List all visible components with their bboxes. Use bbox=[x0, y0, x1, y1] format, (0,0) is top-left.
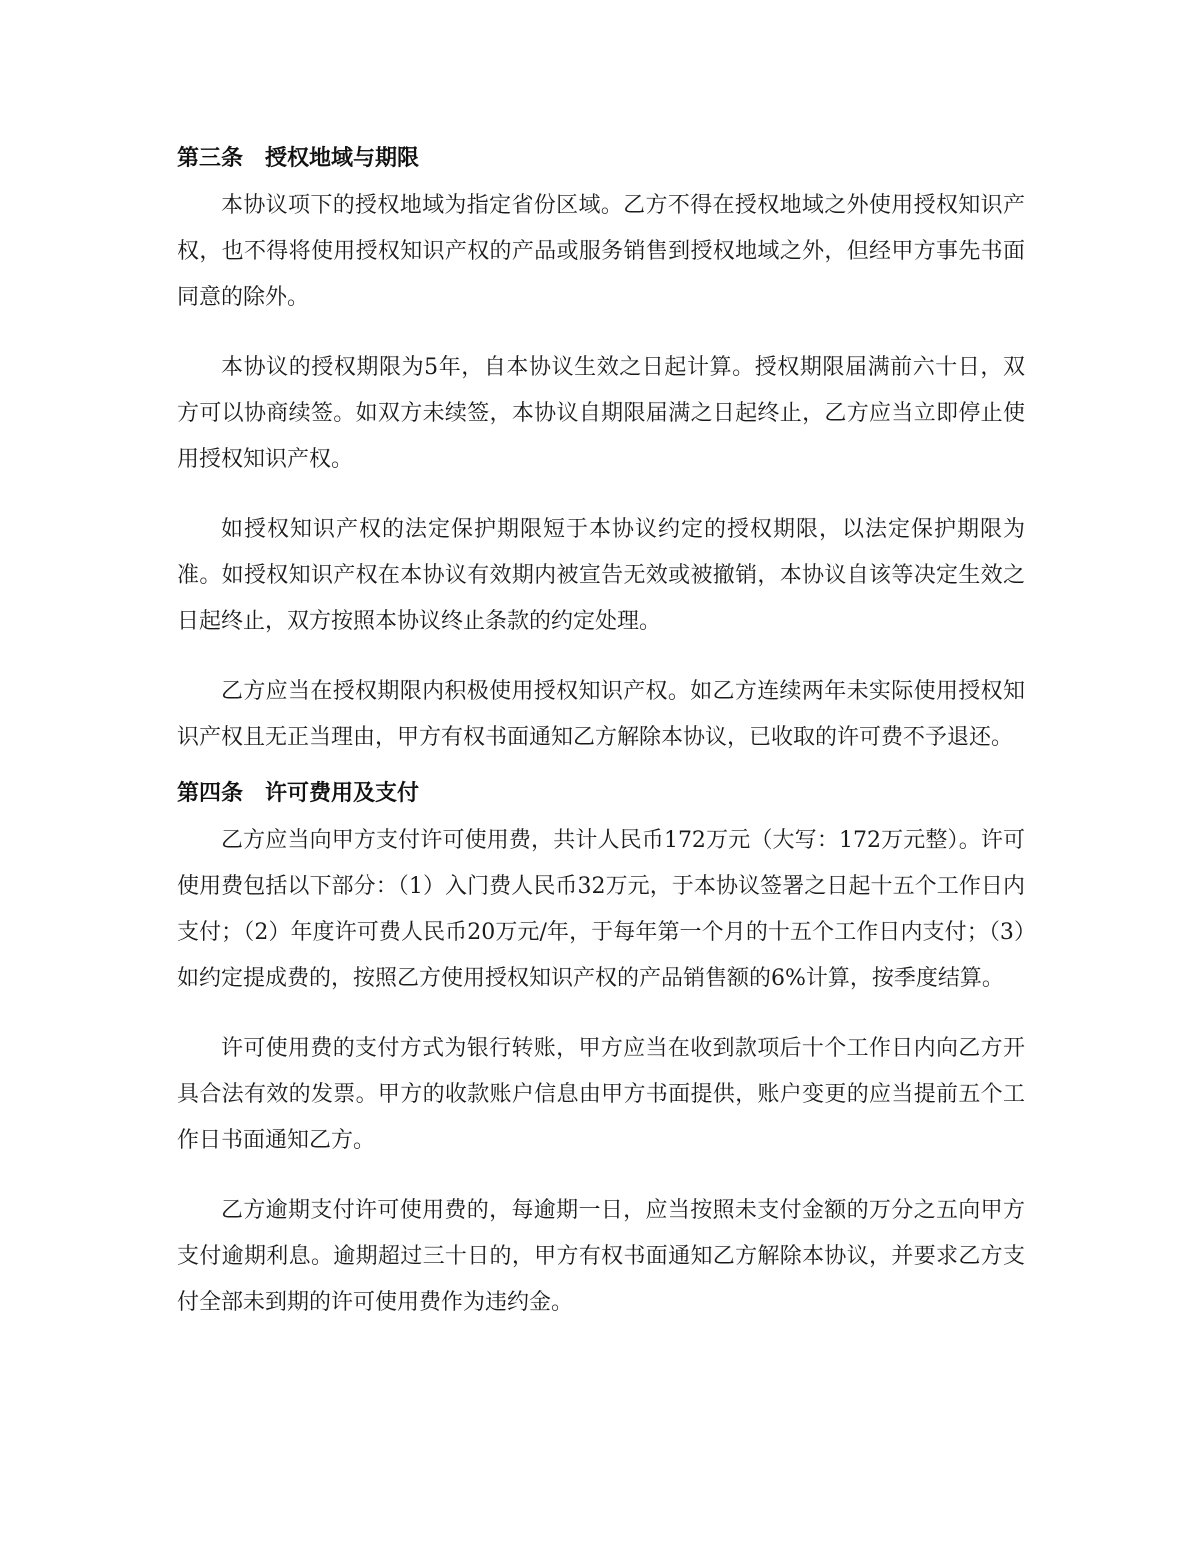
article-3-paragraph-3: 如授权知识产权的法定保护期限短于本协议约定的授权期限，以法定保护期限为准。如授权知识产权在本协议有效期内被宣告无效或被撤销，本协议自该等决定生效之日起终止，双方按照本协议终止条款的约定处理。 bbox=[177, 517, 1025, 634]
article-3-paragraph-2: 本协议的授权期限为5年，自本协议生效之日起计算。授权期限届满前六十日，双方可以协商续签。如双方未续签，本协议自期限届满之日起终止，乙方应当立即停止使用授权知识产权。 bbox=[177, 355, 1025, 472]
article-4-heading: 第四条 许可费用及支付 bbox=[177, 781, 420, 806]
article-3-paragraph-4: 乙方应当在授权期限内积极使用授权知识产权。如乙方连续两年未实际使用授权知识产权且无正当理由，甲方有权书面通知乙方解除本协议，已收取的许可费不予退还。 bbox=[177, 679, 1025, 750]
article-3-heading: 第三条 授权地域与期限 bbox=[177, 146, 420, 171]
article-4-paragraph-1: 乙方应当向甲方支付许可使用费，共计人民币172万元（大写：172万元整）。许可使用费包括以下部分：（1）入门费人民币32万元，于本协议签署之日起十五个工作日内支付；（2）年度许可费人民币20万元/年，于每年第一个月的十五个工作日内支付；（3）如约定提成费的，按照乙方使用授权知识产权的产品销售额的6%计算，按季度结算。 bbox=[177, 828, 1025, 991]
article-4-paragraph-3: 乙方逾期支付许可使用费的，每逾期一日，应当按照未支付金额的万分之五向甲方支付逾期利息。逾期超过三十日的，甲方有权书面通知乙方解除本协议，并要求乙方支付全部未到期的许可使用费作为违约金。 bbox=[177, 1198, 1025, 1315]
article-3-paragraph-1: 本协议项下的授权地域为指定省份区域。乙方不得在授权地域之外使用授权知识产权，也不得将使用授权知识产权的产品或服务销售到授权地域之外，但经甲方事先书面同意的除外。 bbox=[177, 193, 1025, 310]
article-4 bbox=[177, 775, 1025, 1326]
document-body bbox=[177, 140, 1025, 1340]
article-4-paragraph-2: 许可使用费的支付方式为银行转账，甲方应当在收到款项后十个工作日内向乙方开具合法有效的发票。甲方的收款账户信息由甲方书面提供，账户变更的应当提前五个工作日书面通知乙方。 bbox=[177, 1036, 1025, 1153]
article-3 bbox=[177, 140, 1025, 761]
